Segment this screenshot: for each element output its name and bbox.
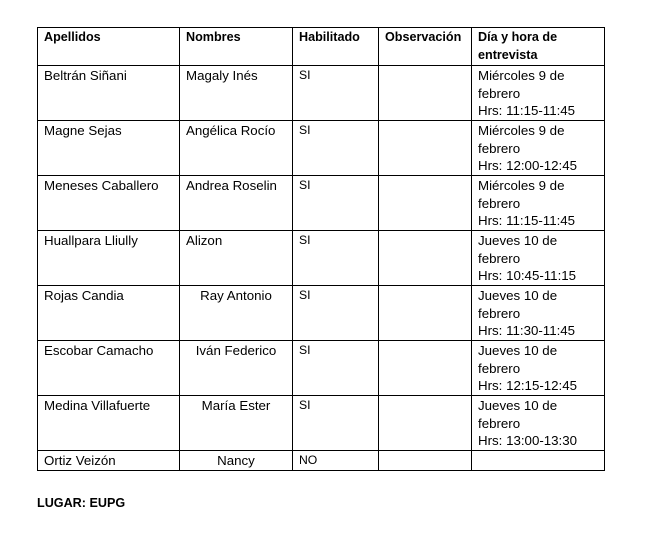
cell-nombres: Nancy xyxy=(180,451,293,471)
cell-observacion xyxy=(379,396,472,451)
cell-habilitado: SI xyxy=(293,121,379,176)
interview-day: Jueves 10 de xyxy=(478,343,558,358)
interview-day: Jueves 10 de xyxy=(478,288,558,303)
table-row xyxy=(38,396,605,451)
table-header-row xyxy=(38,28,605,66)
cell-nombres: Iván Federico xyxy=(180,341,293,396)
interview-month: febrero xyxy=(478,305,521,321)
interview-time: Hrs: 10:45-11:15 xyxy=(478,268,577,284)
cell-observacion xyxy=(379,451,472,471)
header-apellidos: Apellidos xyxy=(38,28,180,66)
cell-habilitado: SI xyxy=(293,231,379,286)
cell-habilitado: SI xyxy=(293,341,379,396)
cell-dia-hora xyxy=(472,121,605,176)
header-observacion: Observación xyxy=(379,28,472,66)
interview-month: febrero xyxy=(478,195,521,211)
cell-habilitado: SI xyxy=(293,176,379,231)
interview-time: Hrs: 11:30-11:45 xyxy=(478,323,576,339)
interview-month: febrero xyxy=(478,140,521,156)
cell-dia-hora xyxy=(472,66,605,121)
cell-observacion xyxy=(379,341,472,396)
interview-month: febrero xyxy=(478,415,521,431)
cell-observacion xyxy=(379,176,472,231)
cell-habilitado: SI xyxy=(293,66,379,121)
cell-observacion xyxy=(379,121,472,176)
interview-month: febrero xyxy=(478,250,521,266)
interview-time: Hrs: 12:00-12:45 xyxy=(478,158,578,174)
cell-apellidos: Beltrán Siñani xyxy=(38,66,180,121)
interview-time: Hrs: 11:15-11:45 xyxy=(478,213,576,229)
cell-observacion xyxy=(379,66,472,121)
interview-schedule-table xyxy=(37,27,605,471)
header-nombres: Nombres xyxy=(180,28,293,66)
interview-day: Miércoles 9 de xyxy=(478,178,565,193)
table-row xyxy=(38,66,605,121)
cell-observacion xyxy=(379,286,472,341)
interview-time: Hrs: 12:15-12:45 xyxy=(478,378,578,394)
cell-dia-hora xyxy=(472,176,605,231)
cell-nombres: Magaly Inés xyxy=(180,66,293,121)
interview-day: Jueves 10 de xyxy=(478,398,558,413)
table-row xyxy=(38,176,605,231)
cell-nombres: Ray Antonio xyxy=(180,286,293,341)
cell-dia-hora xyxy=(472,396,605,451)
table-row xyxy=(38,121,605,176)
interview-day: Miércoles 9 de xyxy=(478,68,565,83)
cell-nombres: María Ester xyxy=(180,396,293,451)
interview-day: Jueves 10 de xyxy=(478,233,558,248)
cell-nombres: Andrea Roselin xyxy=(180,176,293,231)
cell-nombres: Alizon xyxy=(180,231,293,286)
cell-observacion xyxy=(379,231,472,286)
header-habilitado: Habilitado xyxy=(293,28,379,66)
cell-apellidos: Escobar Camacho xyxy=(38,341,180,396)
cell-apellidos: Ortiz Veizón xyxy=(38,451,180,471)
interview-month: febrero xyxy=(478,360,521,376)
cell-apellidos: Rojas Candia xyxy=(38,286,180,341)
cell-apellidos: Huallpara Lliully xyxy=(38,231,180,286)
interview-time: Hrs: 11:15-11:45 xyxy=(478,103,576,119)
cell-nombres: Angélica Rocío xyxy=(180,121,293,176)
table-row xyxy=(38,286,605,341)
cell-dia-hora xyxy=(472,341,605,396)
interview-day: Miércoles 9 de xyxy=(478,123,565,138)
cell-habilitado: NO xyxy=(293,451,379,471)
header-dia-hora: Día y hora de entrevista xyxy=(472,28,605,66)
location-label: LUGAR: EUPG xyxy=(37,496,126,510)
table-row xyxy=(38,231,605,286)
cell-apellidos: Medina Villafuerte xyxy=(38,396,180,451)
cell-habilitado: SI xyxy=(293,396,379,451)
interview-time: Hrs: 13:00-13:30 xyxy=(478,433,578,449)
interview-month: febrero xyxy=(478,85,521,101)
cell-dia-hora xyxy=(472,451,605,471)
cell-dia-hora xyxy=(472,286,605,341)
cell-apellidos: Meneses Caballero xyxy=(38,176,180,231)
cell-habilitado: SI xyxy=(293,286,379,341)
cell-dia-hora xyxy=(472,231,605,286)
cell-apellidos: Magne Sejas xyxy=(38,121,180,176)
table-row xyxy=(38,341,605,396)
table-row xyxy=(38,451,605,471)
